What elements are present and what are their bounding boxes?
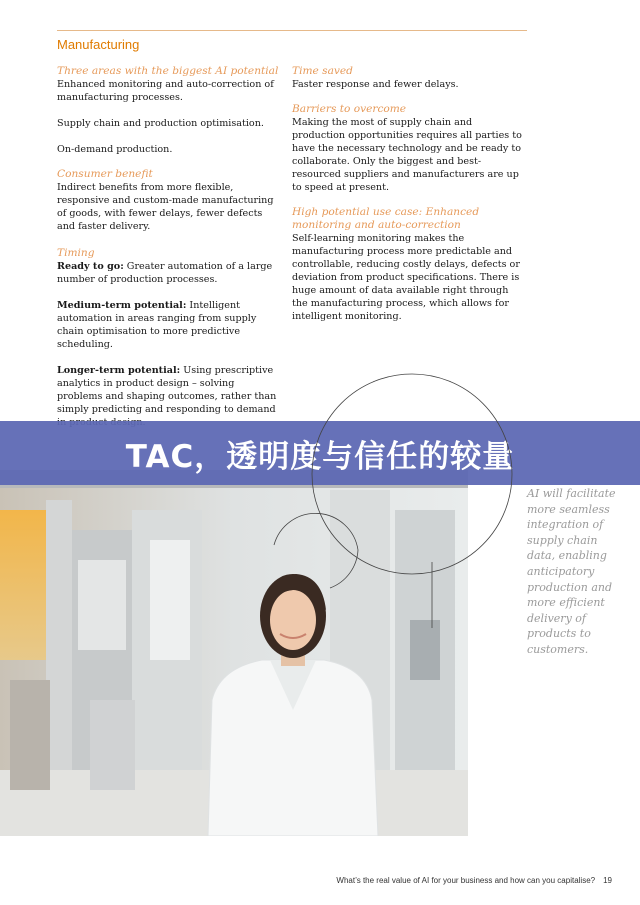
ready-text: Greater automation of a large number of production processes. bbox=[57, 261, 273, 285]
medium-label: Medium-term potential: bbox=[57, 300, 187, 311]
longer-label: Longer-term potential: bbox=[57, 365, 181, 376]
areas-item-1: Enhanced monitoring and auto-correction of manufacturing processes. bbox=[57, 79, 274, 103]
medium-text: Intelligent automation in areas ranging from supply chain optimisation to more predictive scheduling. bbox=[57, 300, 257, 350]
areas-item-2: Supply chain and production optimisation. bbox=[57, 118, 264, 129]
use-case-heading: High potential use case: Enhanced monitoring and auto-correction bbox=[292, 206, 480, 231]
barriers-heading: Barriers to overcome bbox=[292, 103, 407, 115]
consumer-text: Indirect benefits from more flexible, responsive and custom-made manufacturing of goods, with fewer delays, fewer defects and faster delivery. bbox=[57, 182, 274, 232]
banner-text: TAC，透明度与信任的较量 bbox=[125, 438, 515, 475]
areas-item-3: On-demand production. bbox=[57, 144, 173, 155]
page-number: 19 bbox=[603, 876, 612, 885]
timing-heading: Timing bbox=[57, 247, 95, 259]
barriers-text: Making the most of supply chain and production opportunities requires all parties to have the necessary technology and be ready to collaborate. Only the biggest and best-resourced suppliers and manufacturers are up to speed at present. bbox=[292, 117, 522, 193]
footer-text: What’s the real value of AI for your business and how can you capitalise? bbox=[336, 876, 596, 885]
consumer-heading: Consumer benefit bbox=[57, 168, 153, 180]
ready-label: Ready to go: bbox=[57, 261, 124, 272]
small-arc bbox=[274, 513, 358, 588]
time-saved-text: Faster response and fewer delays. bbox=[292, 79, 459, 90]
areas-heading: Three areas with the biggest AI potential bbox=[57, 65, 279, 77]
section-title: Manufacturing bbox=[57, 37, 140, 52]
use-case-text: Self-learning monitoring makes the manufacturing process more predictable and controllable, reducing costly delays, defects or deviation from product specifications. There is huge amount of data available right through the manufacturing process, which allows for intelligent monitoring. bbox=[292, 233, 520, 322]
large-circle bbox=[312, 374, 512, 574]
time-saved-heading: Time saved bbox=[292, 65, 353, 77]
page-footer bbox=[336, 876, 612, 885]
pull-quote: AI will facilitate more seamless integration of supply chain data, enabling anticipatory production and more efficient delivery of products to customers. bbox=[527, 487, 616, 656]
longer-text: Using prescriptive analytics in product design – solving problems and shaping outcomes, rather than simply predicting and responding to demand bbox=[57, 365, 277, 415]
